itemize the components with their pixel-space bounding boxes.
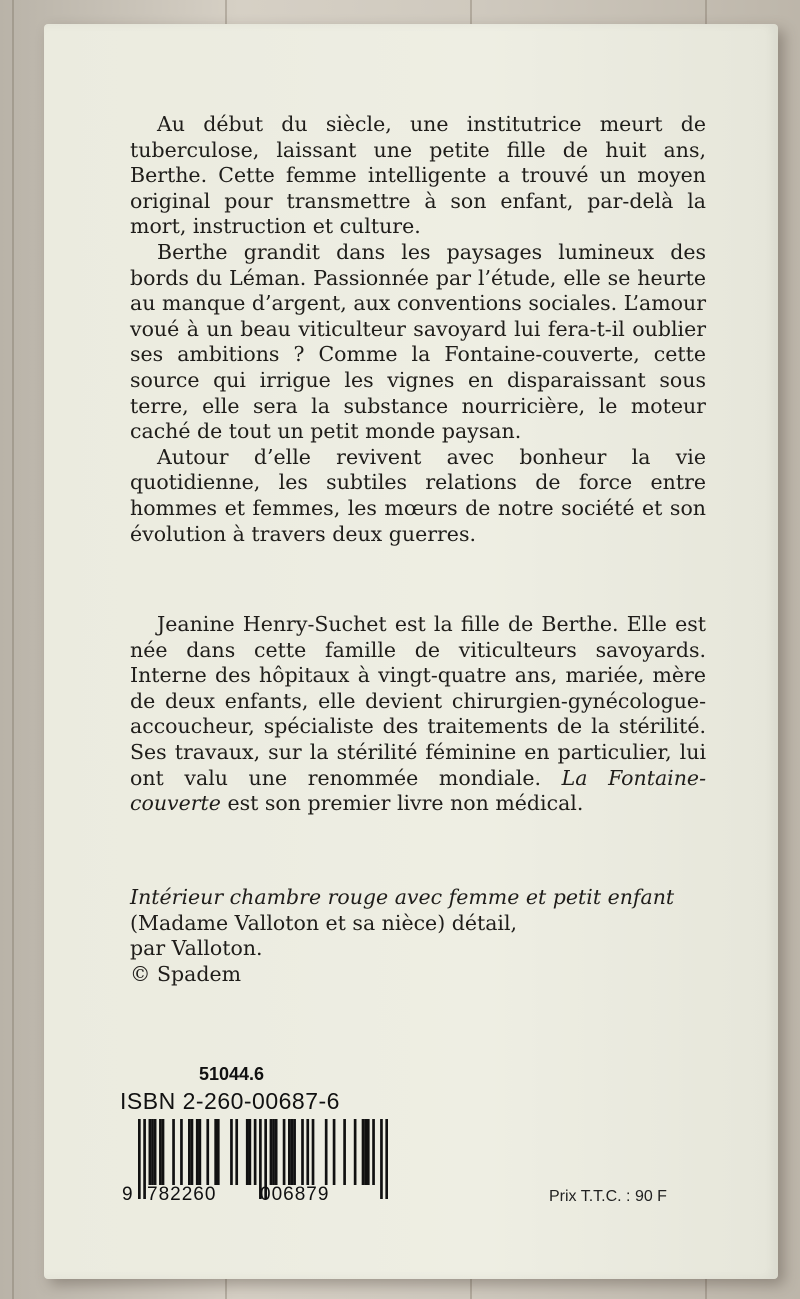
barcode-bar <box>246 1119 249 1185</box>
barcode-bar <box>343 1119 346 1185</box>
barcode-bar <box>162 1119 165 1185</box>
barcode-bar <box>254 1119 257 1185</box>
barcode-bar <box>312 1119 315 1185</box>
barcode-bar <box>385 1119 388 1199</box>
copyright-line: © Spadem <box>130 961 242 986</box>
summary-text <box>130 112 706 547</box>
summary-paragraph-1: Au début du siècle, une institutrice meurt de tuberculose, laissant une petite fille de huit ans, Berthe. Cette femme intelligente a trouvé un moyen original pour transmettre à son enfant, par-delà la mort, instruction et culture. <box>130 112 706 239</box>
barcode-bar <box>206 1119 209 1185</box>
book-back-cover <box>44 24 778 1279</box>
barcode-bar <box>333 1119 336 1185</box>
barcode-bar <box>217 1119 220 1185</box>
book-title-italic: La Fontaine-couverte <box>130 765 706 816</box>
credit-line-3: par Valloton. <box>130 936 263 961</box>
barcode-bar <box>199 1119 202 1185</box>
barcode-bar <box>380 1119 383 1199</box>
summary-paragraph-3: Autour d’elle revivent avec bonheur la vie quotidienne, les subtiles relations de force entre hommes et femmes, les mœurs de notre société et son évolution à travers deux guerres. <box>130 444 706 546</box>
barcode-bar <box>149 1119 152 1185</box>
barcode-bar <box>188 1119 191 1185</box>
barcode-bar <box>249 1119 252 1185</box>
barcode-bar <box>159 1119 162 1185</box>
barcode-bar <box>235 1119 238 1185</box>
barcode-bar <box>172 1119 175 1185</box>
barcode-right-digits: 006879 <box>260 1184 330 1205</box>
barcode-bar <box>364 1119 367 1185</box>
barcode-bar <box>196 1119 199 1185</box>
barcode-bar <box>372 1119 375 1185</box>
barcode-bar <box>354 1119 357 1185</box>
barcode-bar <box>138 1119 141 1199</box>
wood-seam <box>12 0 14 1299</box>
barcode-bar <box>154 1119 157 1185</box>
summary-paragraph-2: Berthe grandit dans les paysages lumineux des bords du Léman. Passionnée par l’étude, elle se heurte au manque d’argent, aux conventions sociales. L’amour voué à un beau viticulteur savoyard lui fera-t-il oublier ses ambitions ? Comme la Fontaine-couverte, cette source qui irrigue les vignes en disparaissant sous terre, elle sera la substance nourricière, le moteur caché de tout un petit monde paysan. <box>130 239 706 444</box>
barcode-bar <box>283 1119 286 1185</box>
barcode-bar <box>180 1119 183 1185</box>
author-bio <box>130 612 706 817</box>
isbn-number: ISBN 2-260-00687-6 <box>120 1088 340 1114</box>
barcode-bar <box>306 1119 309 1185</box>
barcode-bar <box>293 1119 296 1185</box>
barcode-bar <box>301 1119 304 1185</box>
barcode-bar <box>272 1119 275 1185</box>
publisher-code: 51044.6 <box>199 1064 265 1084</box>
barcode-bar <box>214 1119 217 1185</box>
barcode-bar <box>143 1119 146 1199</box>
barcode-first-digit: 9 <box>122 1184 134 1205</box>
barcode-left-digits: 782260 <box>147 1184 217 1205</box>
author-bio-text: Jeanine Henry-Suchet est la fille de Berthe. Elle est née dans cette famille de viticulteurs savoyards. Interne des hôpitaux à vingt-quatre ans, mariée, mère de deux enfants, elle devient chirurgien-gynécologue-accoucheur, spécialiste des traitements de la stérilité. Ses travaux, sur la stérilité féminine en particulier, lui ont valu une renommée mondiale. <box>130 612 706 790</box>
barcode-bar <box>367 1119 370 1185</box>
author-bio-end: est son premier livre non médical. <box>227 791 584 816</box>
cover-credit <box>130 885 730 987</box>
barcode-bar <box>291 1119 294 1185</box>
barcode-bar <box>191 1119 194 1185</box>
barcode-bar <box>151 1119 154 1185</box>
barcode-bar <box>230 1119 233 1185</box>
barcode-bar <box>325 1119 328 1185</box>
barcode-bar <box>362 1119 365 1185</box>
painting-title: Intérieur chambre rouge avec femme et petit enfant <box>130 885 675 909</box>
price-label: Prix T.T.C. : 90 F <box>549 1188 667 1205</box>
barcode-bar <box>275 1119 278 1185</box>
barcode-bar <box>288 1119 291 1185</box>
barcode-bar <box>270 1119 273 1185</box>
credit-line-2: (Madame Valloton et sa nièce) détail, <box>130 910 518 935</box>
